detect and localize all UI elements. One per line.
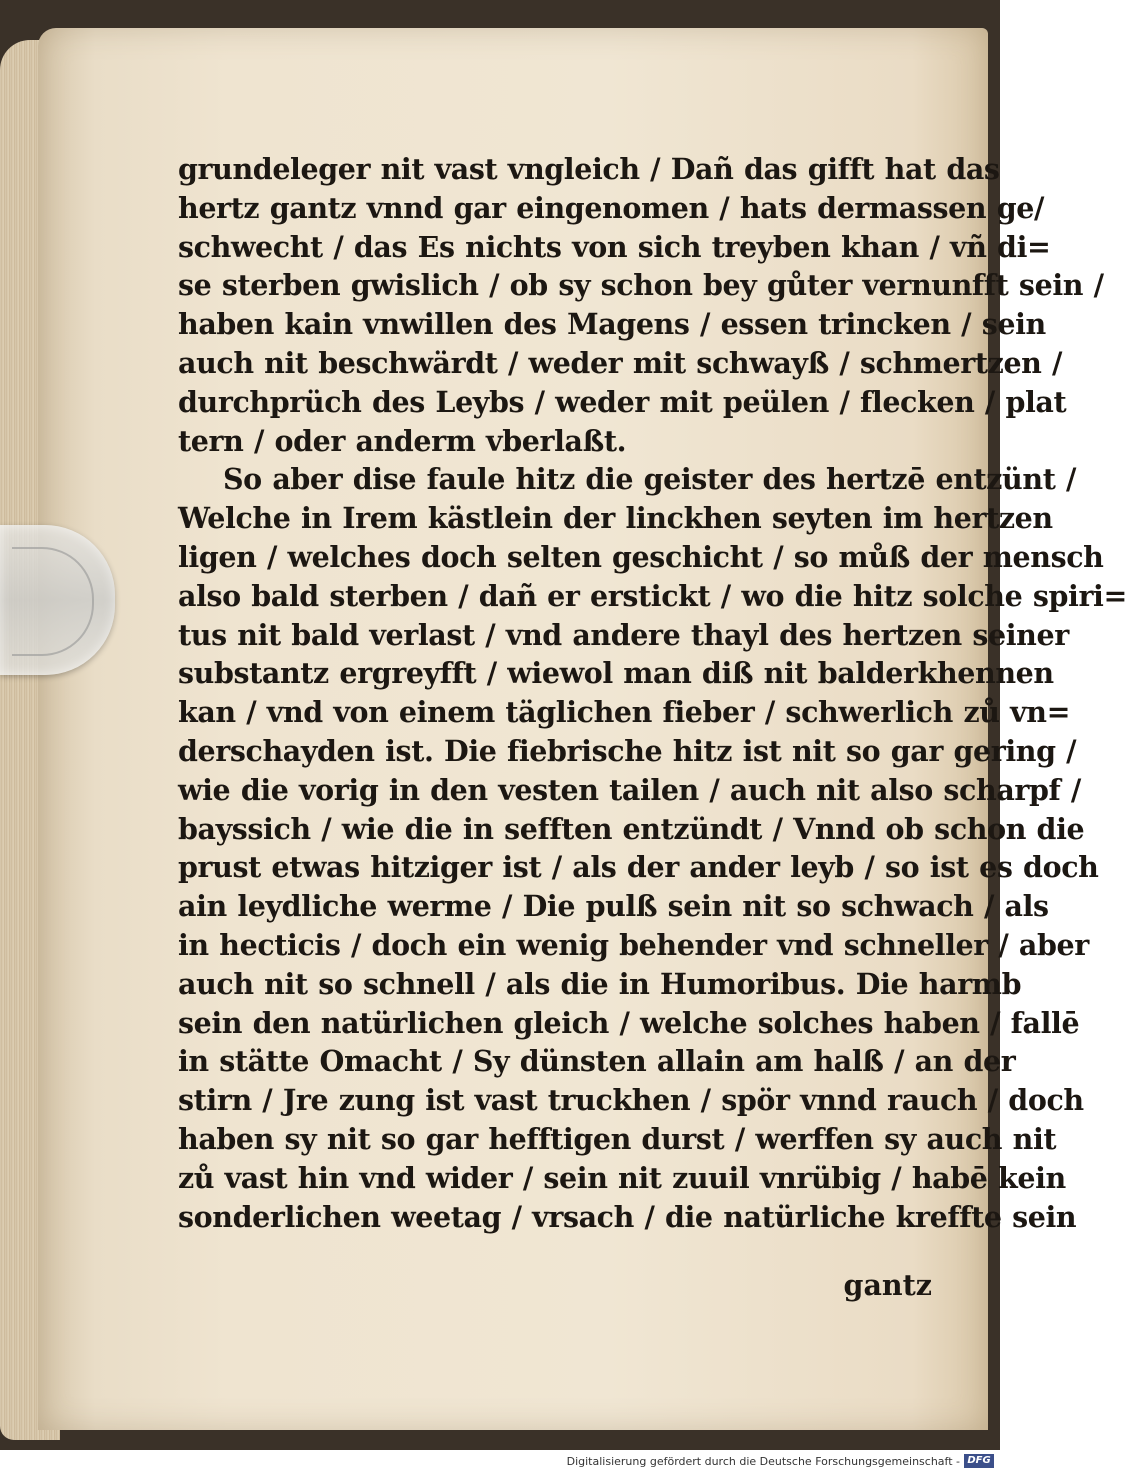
text-line: Welche in Irem kästlein der linckhen seyten im hertzen [178,501,1053,536]
text-line: kan / vnd von einem täglichen fieber / schwerlich zů vn= [178,695,1071,730]
catchword: gantz [843,1268,932,1302]
text-line: ain leydliche werme / Die pulß sein nit so schwach / als [178,889,1049,924]
text-line: hertz gantz vnnd gar eingenomen / hats dermassen ge/ [178,190,1044,225]
text-line: wie die vorig in den vesten tailen / auch nit also scharpf / [178,772,1081,807]
text-line: stirn / Jre zung ist vast truckhen / spör vnnd rauch / doch [178,1083,1084,1118]
footer [0,1450,1000,1473]
text-line: tern / oder anderm vberlaßt. [178,423,627,458]
text-line: also bald sterben / dañ er erstickt / wo die hitz solche spiri= [178,578,1127,613]
text-line: zů vast hin vnd wider / sein nit zuuil vnrübig / habē kein [178,1160,1066,1195]
text-line: sonderlichen weetag / vrsach / die natürliche kreffte sein [178,1199,1077,1234]
body-text [178,150,1127,1236]
dfg-logo: DFG [964,1454,994,1468]
footer-credit: Digitalisierung gefördert durch die Deutsche Forschungsgemeinschaft - [566,1455,960,1468]
text-line: in stätte Omacht / Sy dünsten allain am halß / an der [178,1044,1016,1079]
page-clamp-inner [12,547,94,656]
text-line: sein den natürlichen gleich / welche solches haben / fallē [178,1005,1080,1040]
text-line: ligen / welches doch selten geschicht / so můß der mensch [178,539,1104,574]
text-line: substantz ergreyfft / wiewol man diß nit balderkhennen [178,656,1054,691]
text-line: in hecticis / doch ein wenig behender vnd schneller / aber [178,927,1089,962]
text-line: durchprüch des Leybs / weder mit peülen / flecken / plat [178,384,1067,419]
text-line: auch nit beschwärdt / weder mit schwayß / schmertzen / [178,345,1063,380]
text-line: derschayden ist. Die fiebrische hitz ist nit so gar gering / [178,733,1077,768]
text-line: So aber dise faule hitz die geister des hertzē entzünt / [223,462,1076,497]
text-line: grundeleger nit vast vngleich / Dañ das gifft hat das [178,152,1000,186]
text-line: haben sy nit so gar hefftigen durst / werffen sy auch nit [178,1121,1057,1156]
text-line: tus nit bald verlast / vnd andere thayl des hertzen seiner [178,617,1069,652]
text-line: auch nit so schnell / als die in Humoribus. Die harmb [178,966,1022,1001]
text-line: bayssich / wie die in sefften entzündt / Vnnd ob schon die [178,811,1085,846]
text-line: schwecht / das Es nichts von sich treyben khan / vñ di= [178,229,1051,264]
text-line: haben kain vnwillen des Magens / essen trincken / sein [178,307,1046,342]
text-line: se sterben gwislich / ob sy schon bey gůter vernunfft sein / [178,268,1104,303]
text-line: prust etwas hitziger ist / als der ander leyb / so ist es doch [178,850,1099,885]
